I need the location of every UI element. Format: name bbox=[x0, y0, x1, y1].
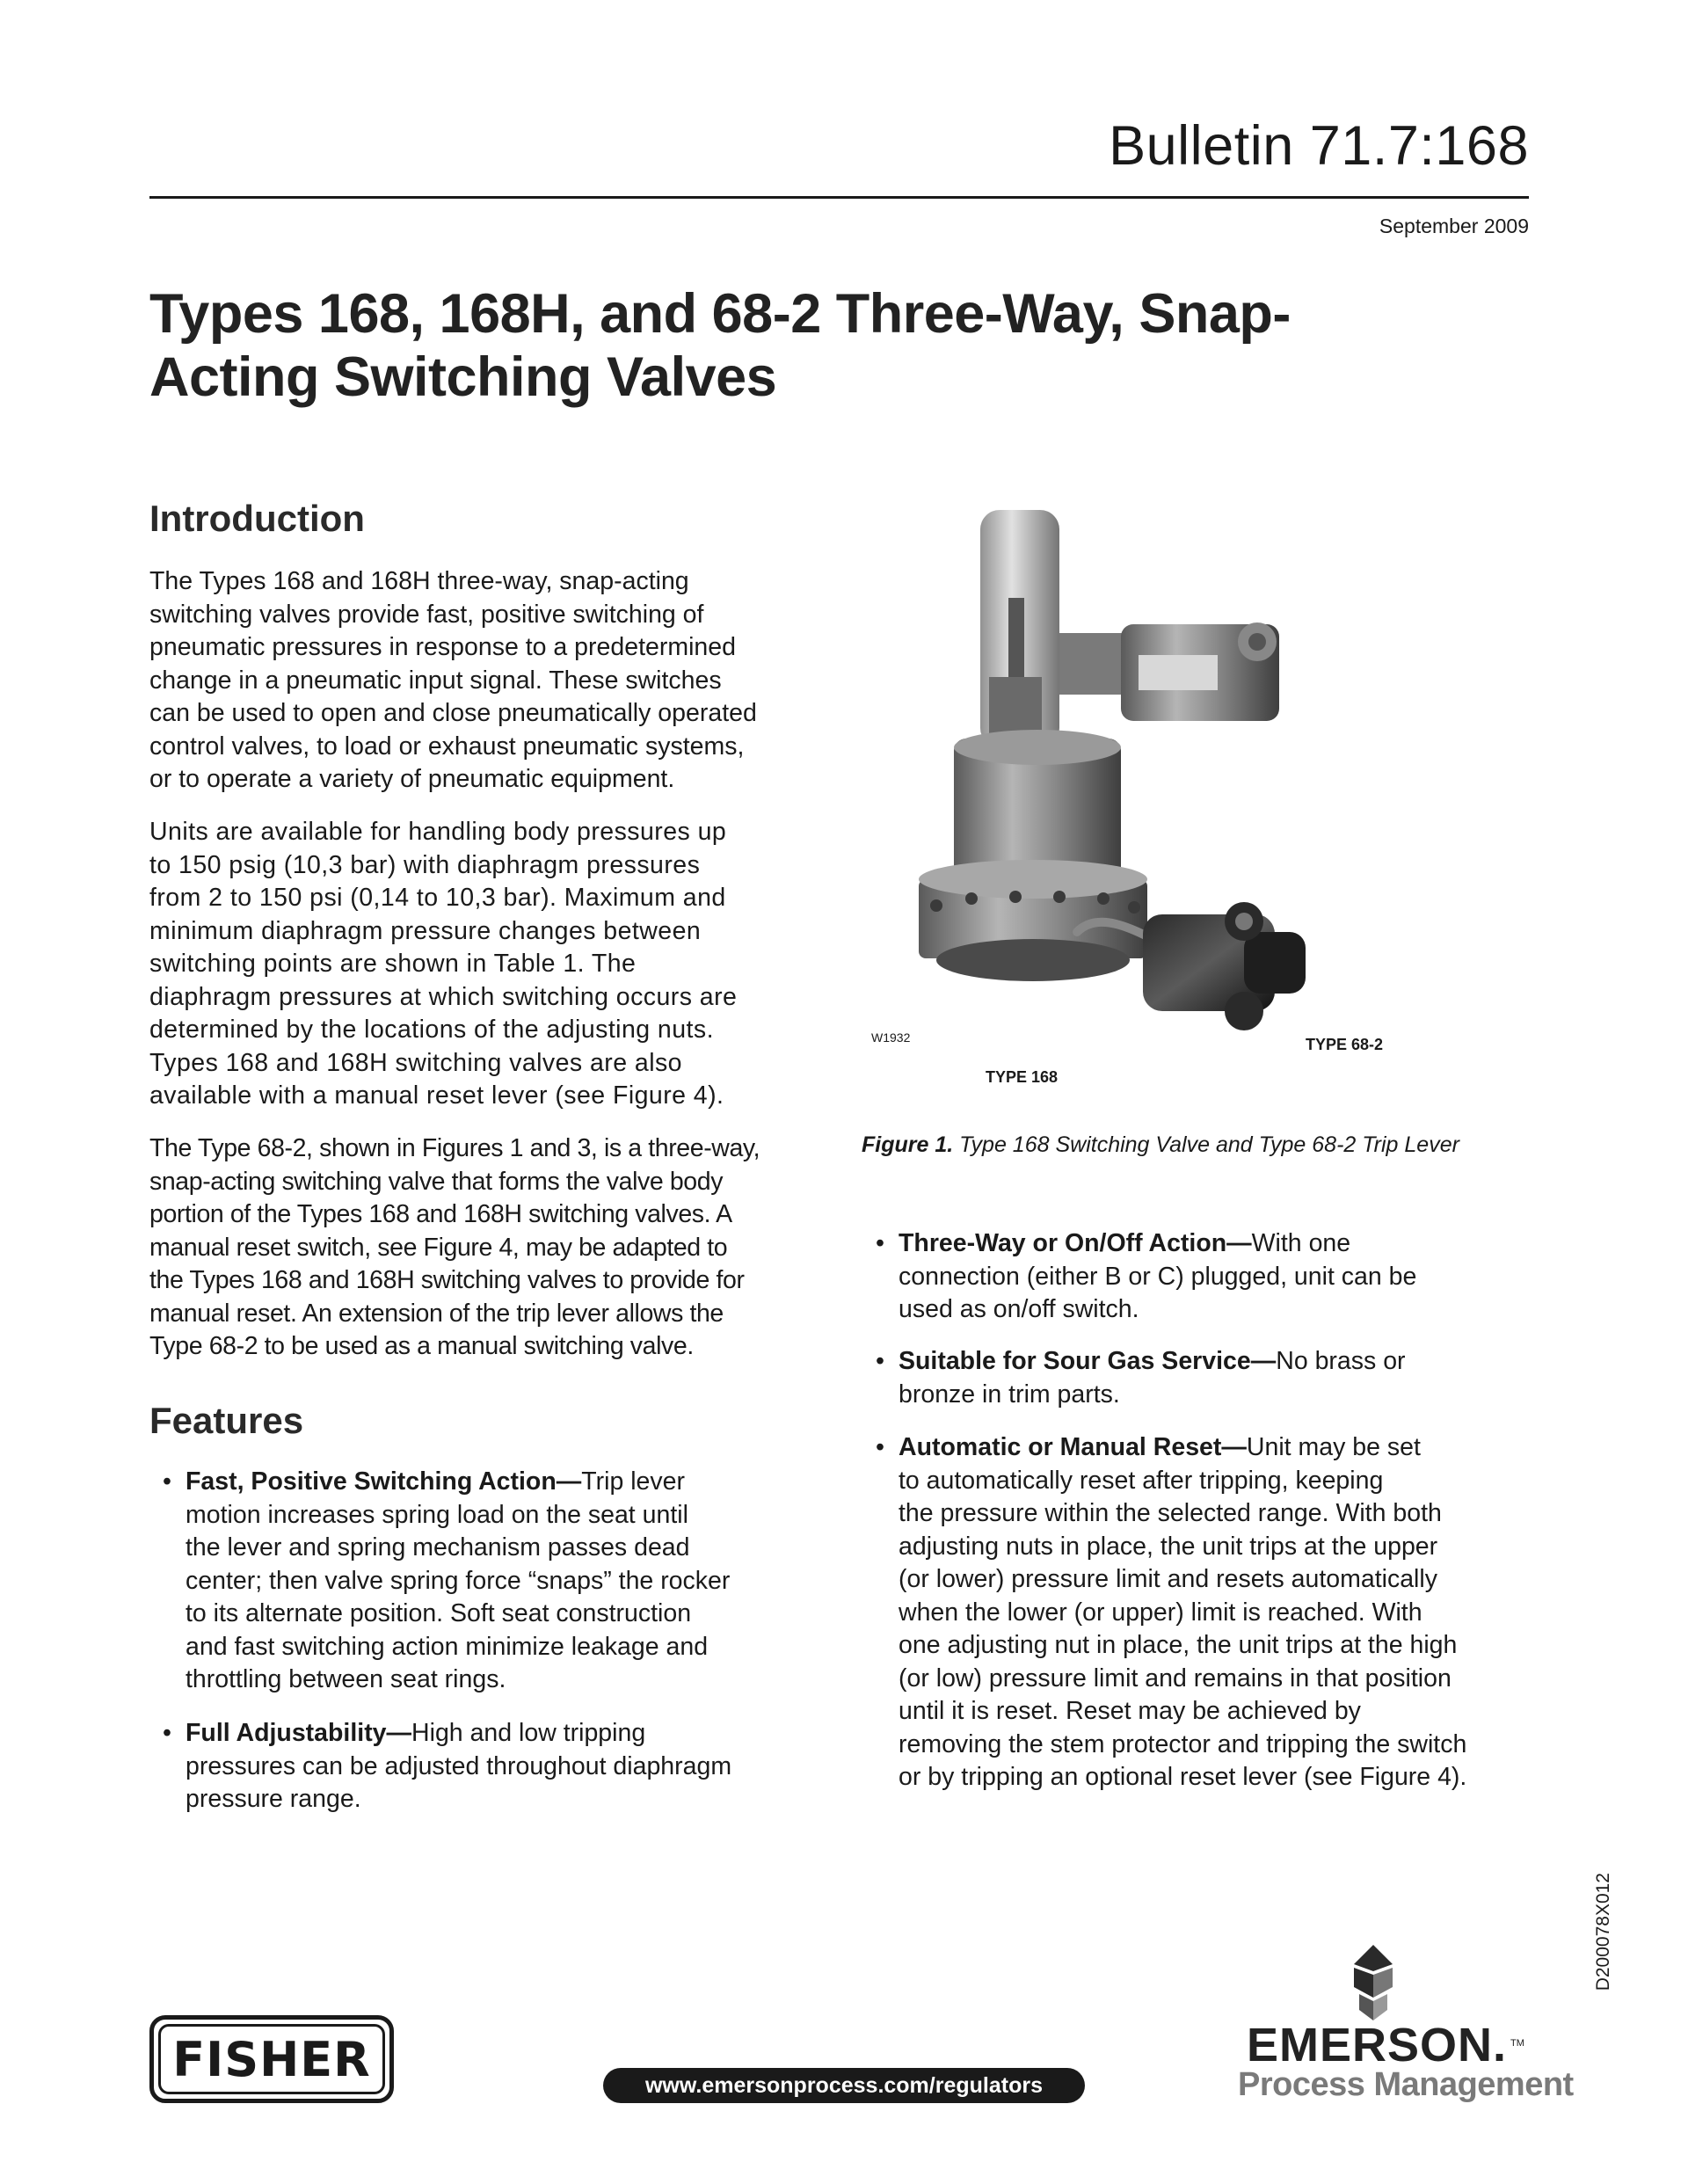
text-line: switching valves provide fast, positive switching of bbox=[149, 600, 704, 629]
publication-date: September 2009 bbox=[1379, 215, 1529, 237]
introduction-heading: Introduction bbox=[149, 498, 365, 539]
figure-caption bbox=[862, 1132, 1459, 1158]
text-line: Unit may be set bbox=[1246, 1433, 1421, 1461]
bulletin-number: Bulletin 71.7:168 bbox=[1109, 115, 1529, 177]
text-line: used as on/off switch. bbox=[899, 1295, 1139, 1323]
title-line-1: Types 168, 168H, and 68-2 Three-Way, Snap- bbox=[149, 283, 1291, 345]
type-168-label: TYPE 168 bbox=[986, 1068, 1059, 1086]
text-line: manual reset switch, see Figure 4, may be adapted to bbox=[149, 1233, 728, 1262]
feature-item bbox=[163, 1466, 731, 1697]
side-code-text: D200078X012 bbox=[1593, 1873, 1613, 1991]
text-line: the pressure within the selected range. With both bbox=[899, 1499, 1442, 1527]
text-line: or to operate a variety of pneumatic equipment. bbox=[149, 765, 675, 793]
text-line: adjusting nuts in place, the unit trips at the upper bbox=[899, 1532, 1438, 1561]
text-line: can be used to open and close pneumatically operated bbox=[149, 699, 757, 727]
text-line: With one bbox=[1251, 1229, 1351, 1257]
text-line: control valves, to load or exhaust pneumatic systems, bbox=[149, 732, 745, 761]
type-168-valve bbox=[919, 510, 1147, 981]
text-line: change in a pneumatic input signal. These switches bbox=[149, 666, 722, 695]
text-line: when the lower (or upper) limit is reached. With bbox=[899, 1598, 1422, 1627]
text-line: one adjusting nut in place, the unit trips at the high bbox=[899, 1631, 1458, 1659]
header-rule bbox=[149, 196, 1529, 199]
text-line: Types 168 and 168H switching valves are also bbox=[149, 1048, 682, 1077]
text-line: The Type 68-2, shown in Figures 1 and 3, is a three-way, bbox=[149, 1134, 760, 1162]
intro-paragraph-3 bbox=[149, 1132, 760, 1364]
feature-item bbox=[876, 1431, 1467, 1795]
text-line: pressure range. bbox=[186, 1785, 361, 1813]
features-heading: Features bbox=[149, 1400, 304, 1441]
text-line: High and low tripping bbox=[411, 1719, 646, 1747]
text-line: Units are available for handling body pressures up bbox=[149, 818, 727, 846]
text-line: determined by the locations of the adjusting nuts. bbox=[149, 1016, 714, 1044]
document-side-code bbox=[1593, 1873, 1619, 2101]
bullet-icon: • bbox=[876, 1229, 884, 1257]
text-line: Type 68-2 to be used as a manual switching valve. bbox=[149, 1332, 694, 1360]
emerson-mark-icon bbox=[1342, 1945, 1405, 2020]
feature-title: Fast, Positive Switching Action— bbox=[186, 1467, 582, 1496]
text-line: (or low) pressure limit and remains in that position bbox=[899, 1663, 1452, 1693]
figure-1-photo bbox=[857, 501, 1525, 1108]
text-line: diaphragm pressures at which switching occurs are bbox=[149, 982, 738, 1011]
text-line: pressures can be adjusted throughout diaphragm bbox=[186, 1751, 732, 1780]
text-line: pneumatic pressures in response to a predetermined bbox=[149, 633, 736, 661]
text-line: minimum diaphragm pressure changes between bbox=[149, 916, 702, 945]
website-link[interactable]: www.emersonprocess.com/regulators bbox=[603, 2068, 1085, 2103]
feature-item bbox=[163, 1717, 732, 1816]
photo-code: W1932 bbox=[871, 1030, 911, 1045]
feature-title: Three-Way or On/Off Action— bbox=[899, 1229, 1252, 1257]
feature-title: Full Adjustability— bbox=[186, 1719, 412, 1747]
text-line: switching points are shown in Table 1. The bbox=[149, 950, 637, 978]
text-line: manual reset. An extension of the trip lever allows the bbox=[149, 1299, 724, 1328]
figure-caption-text: Type 168 Switching Valve and Type 68-2 Trip Lever bbox=[953, 1132, 1459, 1157]
mounted-switch-body bbox=[1059, 622, 1279, 721]
text-line: or by tripping an optional reset lever (see Figure 4). bbox=[899, 1763, 1467, 1791]
trademark-symbol: TM bbox=[1510, 2038, 1524, 2049]
feature-title: Automatic or Manual Reset— bbox=[899, 1433, 1247, 1461]
text-line: from 2 to 150 psi (0,14 to 10,3 bar). Maximum and bbox=[149, 884, 726, 912]
emerson-wordmark: EMERSON. bbox=[1247, 2019, 1508, 2071]
text-line: to 150 psig (10,3 bar) with diaphragm pressures bbox=[149, 850, 701, 879]
intro-paragraph-2 bbox=[149, 816, 737, 1113]
text-line: the lever and spring mechanism passes dead bbox=[186, 1533, 690, 1562]
fisher-logo bbox=[149, 2015, 394, 2103]
title-line-2: Acting Switching Valves bbox=[149, 346, 777, 408]
feature-title: Suitable for Sour Gas Service— bbox=[899, 1347, 1277, 1375]
text-line: Trip lever bbox=[581, 1467, 685, 1496]
text-line: bronze in trim parts. bbox=[899, 1380, 1120, 1409]
text-line: No brass or bbox=[1276, 1347, 1406, 1375]
bullet-icon: • bbox=[163, 1719, 171, 1747]
bullet-icon: • bbox=[876, 1347, 884, 1375]
process-management-text: Process Management bbox=[1238, 2066, 1574, 2103]
text-line: until it is reset. Reset may be achieved by bbox=[899, 1697, 1361, 1725]
text-line: throttling between seat rings. bbox=[186, 1665, 506, 1693]
document-title bbox=[149, 283, 1398, 410]
text-line: and fast switching action minimize leakage and bbox=[186, 1632, 709, 1661]
figure-number: Figure 1. bbox=[862, 1132, 954, 1157]
bullet-icon: • bbox=[876, 1433, 884, 1461]
text-line: motion increases spring load on the seat until bbox=[186, 1500, 688, 1529]
text-line: portion of the Types 168 and 168H switching valves. A bbox=[149, 1200, 732, 1228]
switching-valve-illustration bbox=[857, 501, 1525, 1108]
fisher-logo-text: FISHER bbox=[172, 2031, 371, 2087]
text-line: The Types 168 and 168H three-way, snap-acting bbox=[149, 567, 689, 595]
text-line: available with a manual reset lever (see Figure 4). bbox=[149, 1081, 724, 1110]
type-68-2-label: TYPE 68-2 bbox=[1306, 1036, 1384, 1053]
text-line: snap-acting switching valve that forms the valve body bbox=[149, 1167, 724, 1196]
bullet-icon: • bbox=[163, 1467, 171, 1496]
text-line: center; then valve spring force “snaps” the rocker bbox=[186, 1566, 731, 1595]
text-line: removing the stem protector and tripping the switch bbox=[899, 1729, 1467, 1758]
text-line: to its alternate position. Soft seat construction bbox=[186, 1599, 692, 1627]
text-line: the Types 168 and 168H switching valves to provide for bbox=[149, 1266, 745, 1294]
text-line: (or lower) pressure limit and resets automatically bbox=[899, 1565, 1437, 1593]
text-line: connection (either B or C) plugged, unit can be bbox=[899, 1262, 1417, 1291]
intro-paragraph-1 bbox=[149, 565, 757, 797]
feature-item bbox=[876, 1345, 1406, 1411]
feature-item bbox=[876, 1227, 1417, 1327]
text-line: to automatically reset after tripping, keeping bbox=[899, 1466, 1384, 1495]
